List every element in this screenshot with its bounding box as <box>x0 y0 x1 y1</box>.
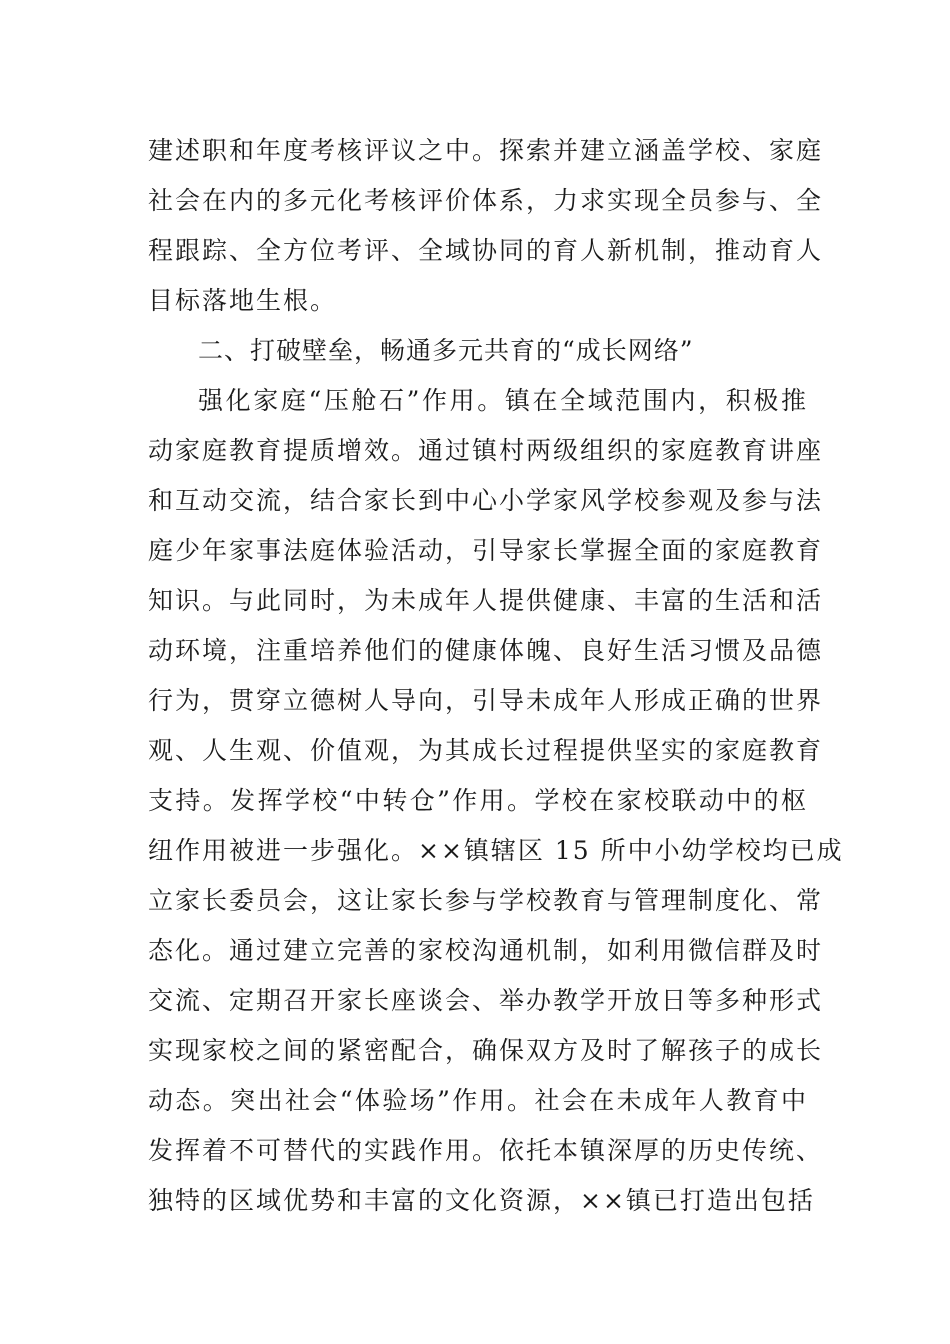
paragraph-line: 动家庭教育提质增效。通过镇村两级组织的家庭教育讲座 <box>148 436 824 465</box>
paragraph-line: 实现家校之间的紧密配合，确保双方及时了解孩子的成长 <box>148 1036 824 1065</box>
paragraph-line: 知识。与此同时，为未成年人提供健康、丰富的生活和活 <box>148 586 824 615</box>
paragraph-line: 强化家庭“压舱石”作用。镇在全域范围内，积极推 <box>198 386 808 415</box>
paragraph-line: 态化。通过建立完善的家校沟通机制，如利用微信群及时 <box>148 936 824 965</box>
paragraph-line: 目标落地生根。 <box>148 286 338 315</box>
paragraph-line: 立家长委员会，这让家长参与学校教育与管理制度化、常 <box>148 886 824 915</box>
paragraph-line: 纽作用被进一步强化。××镇辖区 15 所中小幼学校均已成 <box>148 836 844 865</box>
paragraph-line: 建述职和年度考核评议之中。探索并建立涵盖学校、家庭 <box>148 136 824 165</box>
paragraph-line: 独特的区域优势和丰富的文化资源，××镇已打造出包括 <box>148 1186 815 1215</box>
paragraph-line: 交流、定期召开家长座谈会、举办教学开放日等多种形式 <box>148 986 824 1015</box>
paragraph-line: 动态。突出社会“体验场”作用。社会在未成年人教育中 <box>148 1086 808 1115</box>
paragraph-line: 社会在内的多元化考核评价体系，力求实现全员参与、全 <box>148 186 824 215</box>
paragraph-line: 观、人生观、价值观，为其成长过程提供坚实的家庭教育 <box>148 736 824 765</box>
paragraph-line: 支持。发挥学校“中转仓”作用。学校在家校联动中的枢 <box>148 786 808 815</box>
paragraph-line: 行为，贯穿立德树人导向，引导未成年人形成正确的世界 <box>148 686 824 715</box>
section-heading: 二、打破壁垒，畅通多元共育的“成长网络” <box>198 336 694 365</box>
paragraph-line: 庭少年家事法庭体验活动，引导家长掌握全面的家庭教育 <box>148 536 824 565</box>
paragraph-line: 和互动交流，结合家长到中心小学家风学校参观及参与法 <box>148 486 824 515</box>
paragraph-line: 程跟踪、全方位考评、全域协同的育人新机制，推动育人 <box>148 236 824 265</box>
paragraph-line: 动环境，注重培养他们的健康体魄、良好生活习惯及品德 <box>148 636 824 665</box>
paragraph-line: 发挥着不可替代的实践作用。依托本镇深厚的历史传统、 <box>148 1136 824 1165</box>
